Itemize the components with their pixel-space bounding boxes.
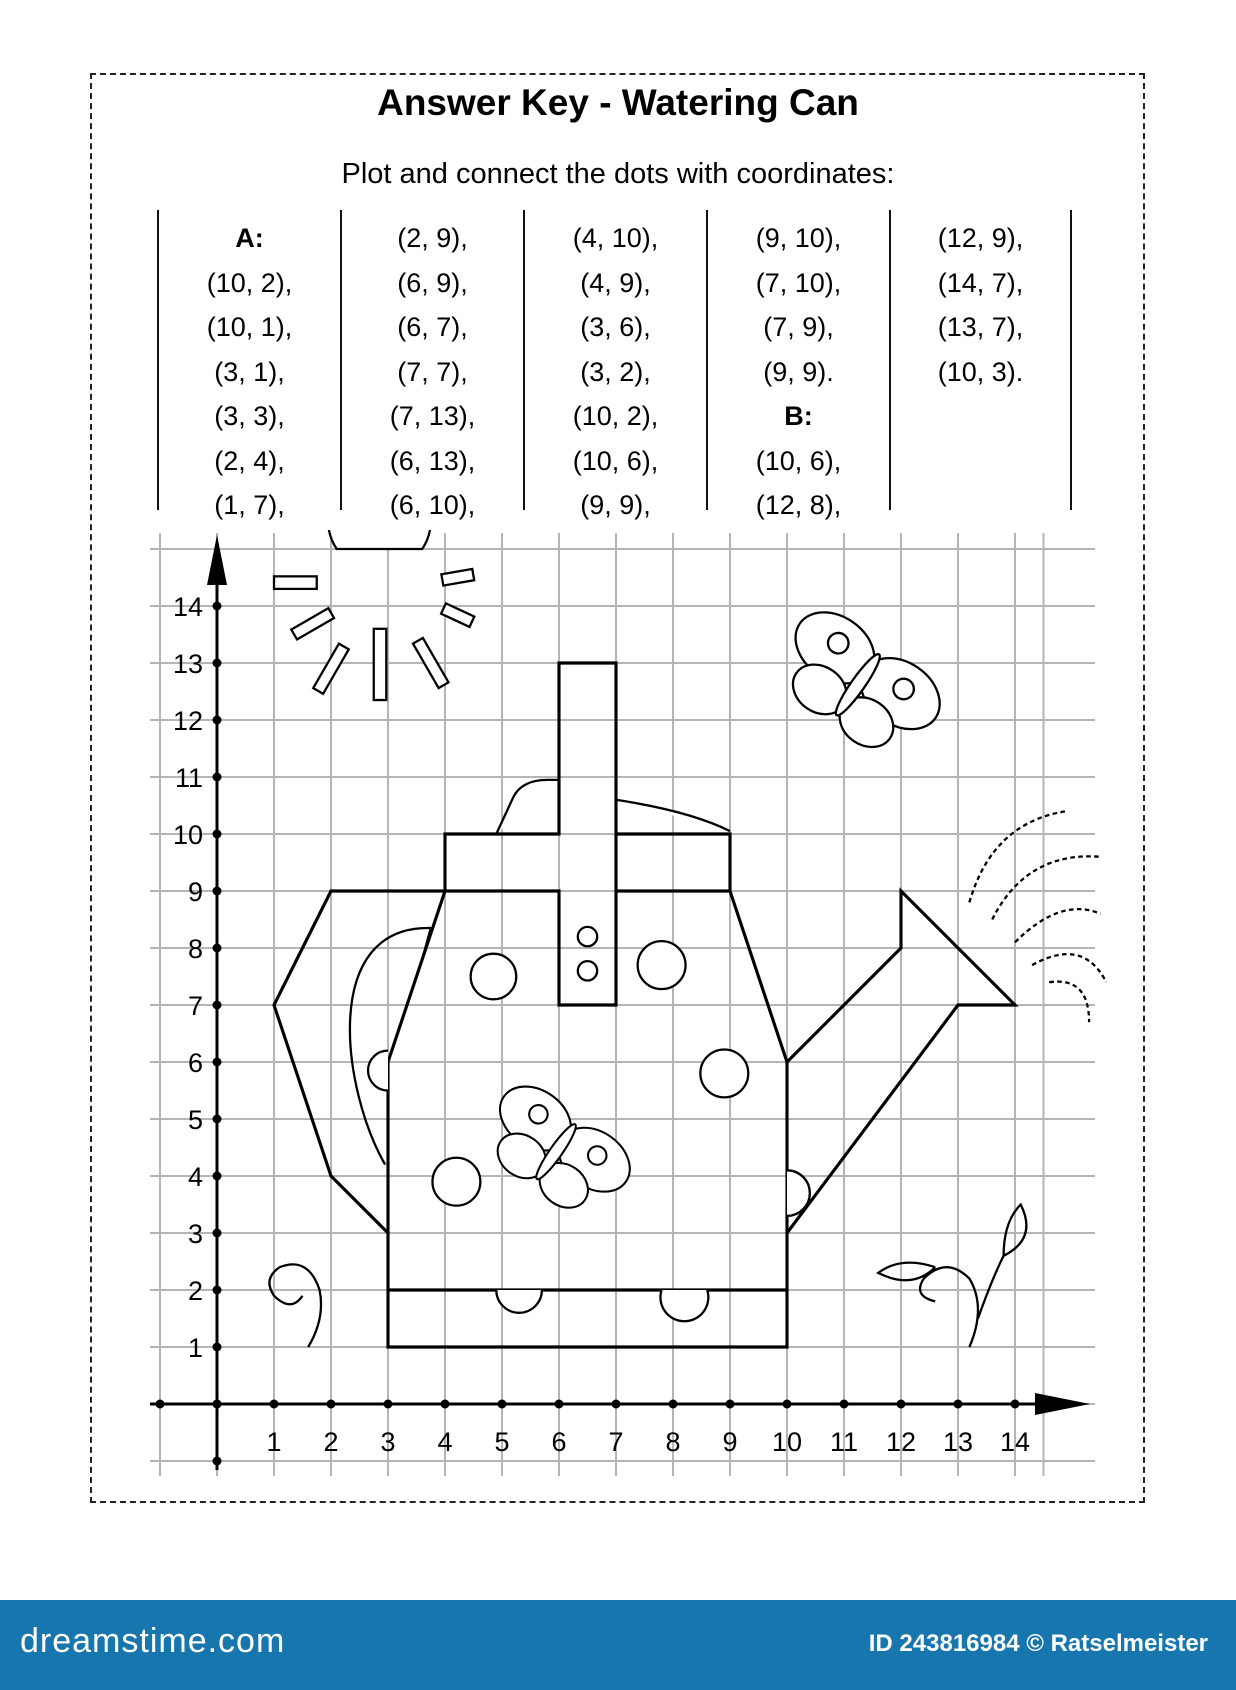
x-tick-label: 8 xyxy=(665,1427,681,1457)
coord-column xyxy=(523,210,706,520)
x-axis-tick xyxy=(783,1400,792,1409)
coord-column xyxy=(340,210,523,520)
image-credit: ID 243816984 © Ratselmeister xyxy=(868,1630,1208,1657)
can-dot xyxy=(700,1049,748,1097)
x-axis-arrow-icon xyxy=(1035,1393,1090,1415)
x-tick-label: 5 xyxy=(494,1427,510,1457)
y-tick-label: 8 xyxy=(187,934,203,964)
x-tick-label: 7 xyxy=(608,1427,624,1457)
x-tick-label: 4 xyxy=(437,1427,453,1457)
coord: (9, 9). xyxy=(763,356,834,387)
axes xyxy=(150,535,1090,1470)
coord: (13, 7), xyxy=(937,312,1024,342)
coord: (10, 6), xyxy=(572,445,659,476)
shape-label: B: xyxy=(784,401,813,431)
can-handle-inner xyxy=(350,928,431,1165)
coord: (7, 9), xyxy=(763,312,834,342)
y-axis-tick xyxy=(213,1001,222,1010)
watering-can-lid xyxy=(496,780,730,834)
handle-dot xyxy=(578,927,597,946)
coord: (6, 9), xyxy=(397,267,468,298)
drawing xyxy=(269,530,1106,1347)
y-axis-tick xyxy=(213,1400,222,1409)
x-tick-label: 11 xyxy=(829,1427,859,1457)
y-tick-label: 11 xyxy=(174,763,203,793)
x-tick-label: 12 xyxy=(885,1427,917,1457)
y-tick-label: 5 xyxy=(187,1105,203,1135)
dreamstime-logo[interactable]: dreamstime.com xyxy=(20,1622,286,1660)
x-axis-tick xyxy=(327,1400,336,1409)
coord: (7, 13), xyxy=(389,401,476,431)
coord: (3, 2), xyxy=(580,356,651,387)
footer-banner xyxy=(0,1600,1236,1690)
coord: (1, 7), xyxy=(214,490,285,520)
coord: (6, 7), xyxy=(397,312,468,342)
x-tick-label: 1 xyxy=(266,1427,282,1457)
x-tick-label: 14 xyxy=(999,1427,1031,1457)
coord: (12, 9), xyxy=(937,223,1024,253)
y-axis-arrow-icon xyxy=(207,535,227,585)
can-dot xyxy=(368,1051,388,1091)
coord: (12, 8), xyxy=(755,490,842,520)
coord: (3, 1), xyxy=(214,356,285,387)
x-axis-tick xyxy=(726,1400,735,1409)
coord: (4, 9), xyxy=(580,267,651,298)
coord: (10, 6), xyxy=(755,445,842,476)
coord: (6, 10), xyxy=(389,490,476,520)
y-axis-tick xyxy=(213,887,222,896)
coord: (3, 6), xyxy=(580,312,651,342)
can-dot xyxy=(432,1158,480,1206)
y-axis-tick xyxy=(213,716,222,725)
can-dot xyxy=(496,1290,542,1313)
y-tick-label: 14 xyxy=(172,592,203,622)
coordinate-grid xyxy=(0,530,1236,1600)
y-tick-label: 7 xyxy=(187,991,203,1021)
y-axis-tick xyxy=(213,1286,222,1295)
x-tick-label: 9 xyxy=(722,1427,738,1457)
x-axis-tick xyxy=(1011,1400,1020,1409)
handle-dot xyxy=(578,961,597,980)
y-axis-tick xyxy=(213,1343,222,1352)
coord: (2, 4), xyxy=(214,445,285,476)
coord: (7, 10), xyxy=(755,267,842,298)
x-axis-tick xyxy=(270,1400,279,1409)
x-axis-tick xyxy=(384,1400,393,1409)
y-axis-tick xyxy=(213,659,222,668)
butterfly-icon xyxy=(762,598,953,772)
x-axis-tick xyxy=(669,1400,678,1409)
y-tick-label: 13 xyxy=(172,649,203,679)
coord: (14, 7), xyxy=(937,267,1024,298)
coord: (9, 10), xyxy=(755,223,842,253)
coord: (10, 2), xyxy=(572,401,659,431)
y-axis-tick-labels xyxy=(173,592,203,1363)
page-title: Answer Key - Watering Can xyxy=(377,82,859,123)
x-axis-tick xyxy=(954,1400,963,1409)
coord: (9, 9), xyxy=(580,490,651,520)
coord: (4, 10), xyxy=(572,223,659,253)
x-axis-tick-labels xyxy=(266,1427,1030,1457)
shape-label: A: xyxy=(235,223,264,253)
coord-column xyxy=(889,210,1072,510)
x-axis-tick xyxy=(555,1400,564,1409)
coord: (10, 3). xyxy=(937,356,1024,387)
y-axis-tick xyxy=(213,602,222,611)
can-dot xyxy=(471,954,517,1000)
x-tick-label: 3 xyxy=(380,1427,396,1457)
y-tick-label: 6 xyxy=(187,1048,203,1078)
coord: (6, 13), xyxy=(389,445,476,476)
coord: (3, 3), xyxy=(214,401,285,431)
y-axis-tick xyxy=(213,1457,222,1466)
y-tick-label: 4 xyxy=(187,1162,203,1192)
y-axis-tick xyxy=(213,1058,222,1067)
y-axis-tick xyxy=(213,773,222,782)
y-tick-label: 3 xyxy=(187,1219,203,1249)
x-axis-tick xyxy=(840,1400,849,1409)
x-axis-tick xyxy=(612,1400,621,1409)
y-tick-label: 9 xyxy=(187,877,203,907)
instructions: Plot and connect the dots with coordinates: xyxy=(341,158,895,190)
y-axis-tick xyxy=(213,944,222,953)
y-tick-label: 2 xyxy=(187,1276,203,1306)
x-tick-label: 6 xyxy=(551,1427,567,1457)
can-dot xyxy=(638,941,686,989)
can-dot xyxy=(660,1290,708,1321)
coord-column xyxy=(706,210,889,520)
water-drops xyxy=(969,811,1106,1022)
x-axis-tick xyxy=(897,1400,906,1409)
coord: (7, 7), xyxy=(397,356,468,387)
coord-column xyxy=(157,210,340,520)
x-axis-tick xyxy=(498,1400,507,1409)
coord: (10, 2), xyxy=(206,267,293,298)
y-tick-label: 12 xyxy=(172,706,203,736)
x-axis-tick xyxy=(156,1400,165,1409)
grid-lines xyxy=(150,533,1095,1476)
coord: (10, 1), xyxy=(206,312,293,342)
y-axis-tick xyxy=(213,830,222,839)
x-tick-label: 13 xyxy=(942,1427,974,1457)
x-tick-label: 10 xyxy=(771,1427,803,1457)
y-tick-label: 10 xyxy=(172,820,203,850)
y-axis-tick xyxy=(213,1172,222,1181)
coordinate-table xyxy=(157,210,1072,520)
coord: (2, 9), xyxy=(397,223,468,253)
y-axis-tick xyxy=(213,1115,222,1124)
swirl-icon xyxy=(269,1264,321,1347)
y-axis-tick xyxy=(213,1229,222,1238)
x-tick-label: 2 xyxy=(323,1427,339,1457)
y-tick-label: 1 xyxy=(187,1333,203,1363)
x-axis-tick xyxy=(441,1400,450,1409)
